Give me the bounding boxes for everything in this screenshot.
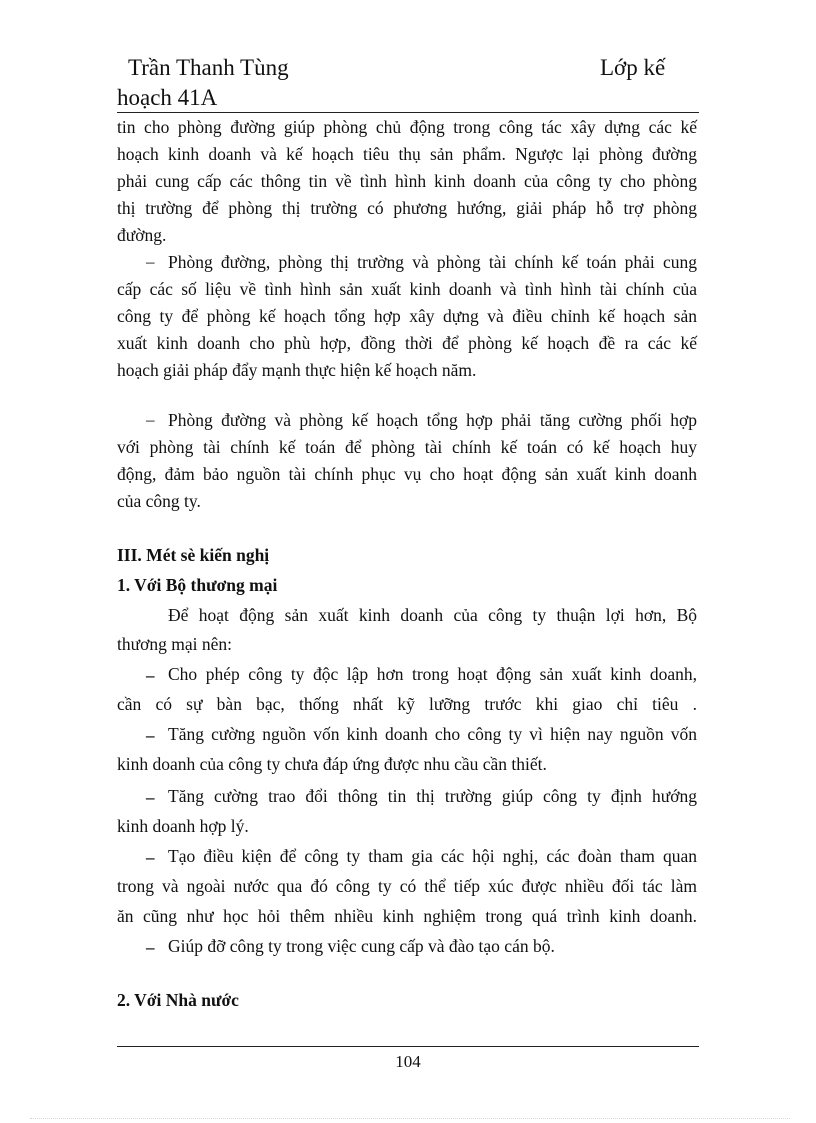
p2-line-4: xuất kinh doanh cho phù hợp, đồng thời để phòng kế hoạch đề ra các kế [117, 333, 697, 353]
bullet-3-mark: – [146, 788, 155, 807]
header-rule [117, 112, 699, 113]
bullet-4-line-3: ăn cũng như học hỏi thêm nhiều kinh nghiệm trong quá trình kinh doanh. [117, 906, 697, 926]
bullet-2-mark: – [146, 726, 155, 745]
bullet-2-line-2: kinh doanh của công ty chưa đáp ứng được nhu cầu cần thiết. [117, 754, 547, 774]
subsection-2-title: 2. Với Nhà nước [117, 990, 239, 1010]
subsection-1-title: 1. Với Bộ thương mại [117, 575, 278, 595]
p3-dash: – [146, 410, 155, 429]
bullet-4-mark: – [146, 848, 155, 867]
bullet-4-line-1: Tạo điều kiện để công ty tham gia các hội nghị, các đoàn tham quan [168, 846, 697, 866]
bullet-1-mark: – [146, 666, 155, 685]
p2-line-2: cấp các số liệu về tình hình sản xuất kinh doanh và tình hình tài chính của [117, 279, 697, 299]
p1-line-5: đường. [117, 225, 167, 245]
p1-line-3: phải cung cấp các thông tin về tình hình kinh doanh của công ty cho phòng [117, 171, 697, 191]
p2-line-3: công ty để phòng kế hoạch tổng hợp xây dựng và điều chỉnh kế hoạch sản [117, 306, 697, 326]
bullet-3-line-2: kinh doanh hợp lý. [117, 816, 249, 836]
bullet-5-mark: – [146, 938, 155, 957]
p3-line-2: với phòng tài chính kế toán để phòng tài chính kế toán có kế hoạch huy [117, 437, 697, 457]
p2-line-5: hoạch giải pháp đẩy mạnh thực hiện kế hoạch năm. [117, 360, 477, 380]
bullet-4-line-2: trong và ngoài nước qua đó công ty có thể tiếp xúc được nhiều đối tác làm [117, 876, 697, 896]
footer-rule [117, 1046, 699, 1047]
p2-line-1: Phòng đường, phòng thị trường và phòng tài chính kế toán phải cung [168, 252, 697, 272]
header-class-continued: hoạch 41A [117, 85, 218, 110]
section-title: III. Mét sè kiến nghị [117, 545, 270, 565]
header-class: Lớp kế [600, 55, 666, 80]
intro-line-1: Để hoạt động sản xuất kinh doanh của công ty thuận lợi hơn, Bộ [168, 605, 697, 625]
p3-line-1: Phòng đường và phòng kế hoạch tổng hợp phải tăng cường phối hợp [168, 410, 697, 430]
bullet-3-line-1: Tăng cường trao đổi thông tin thị trường giúp công ty định hướng [168, 786, 697, 806]
p3-line-4: của công ty. [117, 491, 201, 511]
bullet-1-line-2: cần có sự bàn bạc, thống nhất kỹ lưỡng trước khi giao chỉ tiêu . [117, 694, 697, 714]
page-edge-divider [30, 1118, 790, 1119]
bullet-2-line-1: Tăng cường nguồn vốn kinh doanh cho công ty vì hiện nay nguồn vốn [168, 724, 697, 744]
p1-line-1: tin cho phòng đường giúp phòng chủ động trong công tác xây dựng các kế [117, 117, 697, 137]
p1-line-4: thị trường để phòng thị trường có phương hướng, giải pháp hỗ trợ phòng [117, 198, 697, 218]
page-number: 104 [395, 1052, 421, 1071]
header-author: Trần Thanh Tùng [128, 55, 289, 80]
bullet-5-line-1: Giúp đỡ công ty trong việc cung cấp và đào tạo cán bộ. [168, 936, 555, 956]
p3-line-3: động, đảm bảo nguồn tài chính phục vụ cho hoạt động sản xuất kinh doanh [117, 464, 697, 484]
p2-dash: – [146, 252, 155, 271]
bullet-1-line-1: Cho phép công ty độc lập hơn trong hoạt động sản xuất kinh doanh, [168, 664, 697, 684]
intro-line-2: thương mại nên: [117, 634, 232, 654]
p1-line-2: hoạch kinh doanh và kế hoạch tiêu thụ sản phẩm. Ngược lại phòng đường [117, 144, 697, 164]
